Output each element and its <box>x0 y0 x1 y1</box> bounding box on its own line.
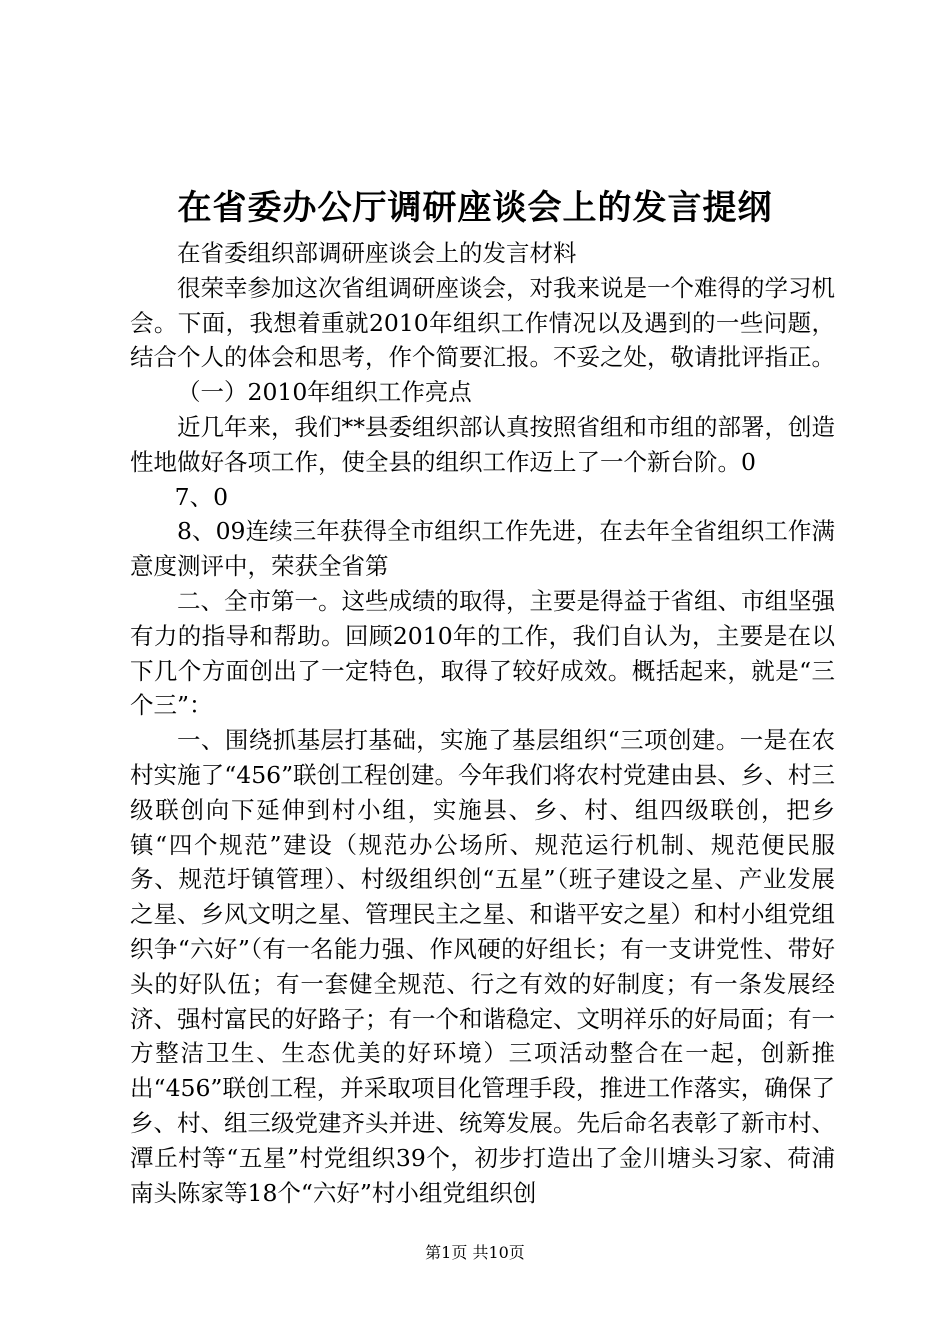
paragraph-overview: 近几年来，我们**县委组织部认真按照省组和市组的部署，创造性地做好各项工作，使全县的组织工作迈上了一个新台阶。0 <box>130 412 835 476</box>
paragraph-awards: 8、09连续三年获得全市组织工作先进，在去年全省组织工作满意度测评中，荣获全省第 <box>130 517 835 581</box>
paragraph-fragment: 7、0 <box>174 482 229 511</box>
paragraph-intro: 很荣幸参加这次省组调研座谈会，对我来说是一个难得的学习机会。下面，我想着重就2010年组织工作情况以及遇到的一些问题，结合个人的体会和思考，作个简要汇报。不妥之处，敬请批评指正。 <box>130 273 835 372</box>
paragraph-grassroots: 一、围绕抓基层打基础，实施了基层组织“三项创建。一是在农村实施了“456”联创工程创建。今年我们将农村党建由县、乡、村三级联创向下延伸到村小组，实施县、乡、村、组四级联创，把乡镇“四个规范”建设（规范办公场所、规范运行机制、规范便民服务、规范圩镇管理）、村级组织创“五星”（班子建设之星、产业发展之星、乡风文明之星、管理民主之星、和谐平安之星）和村小组党组织争“六好”（有一名能力强、作风硬的好组长；有一支讲党性、带好头的好队伍；有一套健全规范、行之有效的好制度；有一条发展经济、强村富民的好路子；有一个和谐稳定、文明祥乐的好局面；有一方整洁卫生、生态优美的好环境）三项活动整合在一起，创新推出“456”联创工程，并采取项目化管理手段，推进工作落实，确保了乡、村、组三级党建齐头并进、统筹发展。先后命名表彰了新市村、潭丘村等“五星”村党组织39个，初步打造出了金川塘头习家、荷浦南头陈家等18个“六好”村小组党组织创 <box>130 726 835 1207</box>
page-number-footer: 第1页 共10页 <box>425 1243 525 1262</box>
paragraph-achievements: 二、全市第一。这些成绩的取得，主要是得益于省组、市组坚强有力的指导和帮助。回顾2010年的工作，我们自认为，主要是在以下几个方面创出了一定特色，取得了较好成效。概括起来，就是“三个三”： <box>130 586 835 720</box>
paragraph-section-heading: （一）2010年组织工作亮点 <box>177 378 472 407</box>
document-title: 在省委办公厅调研座谈会上的发言提纲 <box>177 188 773 228</box>
paragraph-subtitle: 在省委组织部调研座谈会上的发言材料 <box>177 239 577 267</box>
document-body <box>130 236 835 1210</box>
